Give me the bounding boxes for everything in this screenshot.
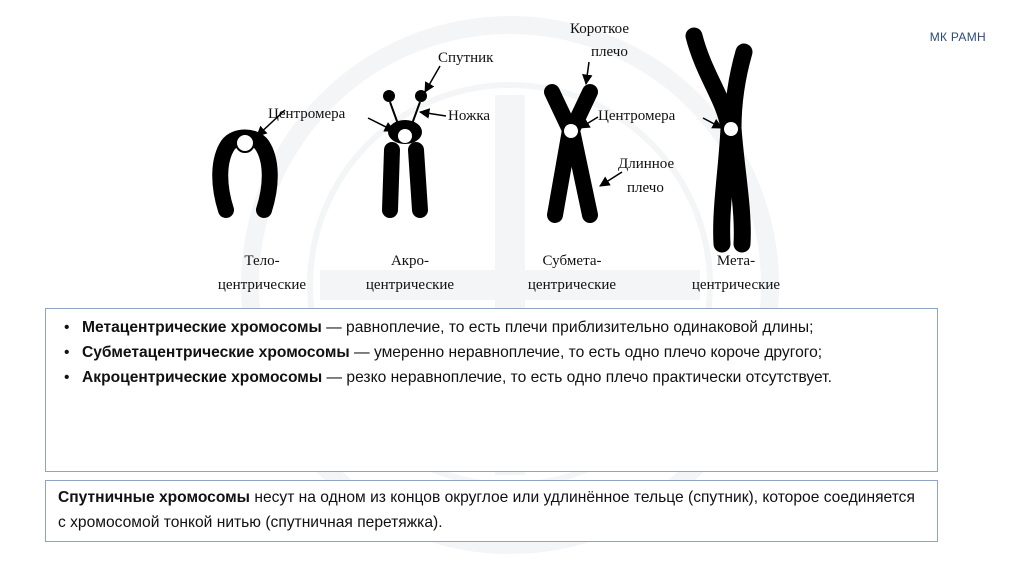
type-label-submeta-line1: Субмета- [542,253,602,269]
submetacentric-chromosome [552,92,590,215]
callout-short-arm-line2: плечо [591,44,628,60]
callout-long-arm-line1: Длинное [618,156,675,172]
type-label-acro-line1: Акро- [390,253,430,269]
type-label-acro-line2: центрические [365,277,455,293]
callout-long-arm-line2: плечо [627,180,664,196]
definition-text: — равноплечие, то есть плечи приблизительно одинаковой длины; [321,319,814,336]
definitions-box [45,308,938,472]
callout-nozhka: Ножка [448,108,491,124]
callout-sputnik: Спутник [438,50,494,66]
type-label-telo-line1: Тело- [244,253,280,269]
callout-centromere-right: Центромера [598,108,676,124]
type-label-meta-line2: центрические [691,277,781,293]
org-label: МК РАМН [929,30,986,44]
definition-term: Субметацентрические хромосомы [82,344,350,361]
definition-text: — умеренно неравноплечие, то есть одно плечо короче другого; [349,344,823,361]
telocentric-chromosome [220,134,270,210]
definition-metacentric [60,315,923,340]
type-label-meta-line1: Мета- [716,253,756,269]
satellite-term: Спутничные хромосомы [58,489,250,506]
definition-acrocentric [60,365,923,390]
definition-term: Метацентрические хромосомы [82,319,322,336]
callout-centromere-left: Центромера [268,106,346,122]
definition-submetacentric [60,340,923,365]
definition-term: Акроцентрические хромосомы [82,369,323,386]
satellite-note-box [45,480,938,542]
acrocentric-chromosome [383,90,427,210]
metacentric-chromosome [694,36,744,244]
definitions-list [60,315,923,390]
satellite-text: несут на одном из концов округлое или удлинённое тельце (спутник), которое соединяется с хромосомой тонкой нитью (спутничная перетяжка). [58,489,915,531]
callout-short-arm-line1: Короткое [570,21,629,37]
type-label-telo-line2: центрические [217,277,307,293]
definition-text: — резко неравноплечие, то есть одно плечо практически отсутствует. [322,369,832,386]
type-label-submeta-line2: центрические [527,277,617,293]
